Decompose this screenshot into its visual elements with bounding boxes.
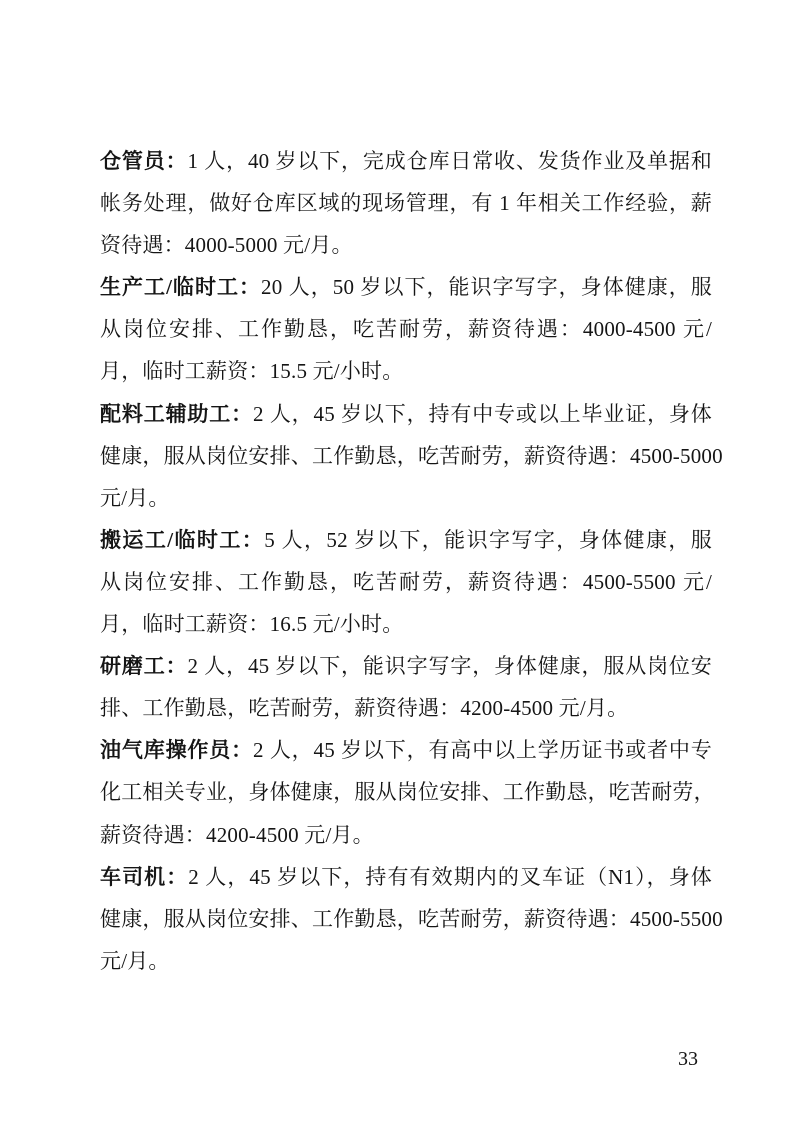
paragraph-line	[100, 856, 712, 898]
paragraph-line: 排、工作勤恳，吃苦耐劳，薪资待遇：4200-4500 元/月。	[100, 696, 629, 721]
paragraph-line	[100, 393, 712, 435]
paragraph-line: 化工相关专业，身体健康，服从岗位安排、工作勤恳，吃苦耐劳，	[100, 780, 715, 805]
paragraph-line	[100, 645, 712, 687]
job-title: 生产工/临时工：	[100, 275, 262, 300]
paragraph-line: 从岗位安排、工作勤恳，吃苦耐劳，薪资待遇：4500-5500 元/	[100, 569, 712, 594]
paragraph-line: 资待遇：4000-5000 元/月。	[100, 233, 353, 258]
paragraph-line: 月，临时工薪资：15.5 元/小时。	[100, 359, 404, 384]
paragraph-line	[100, 140, 712, 182]
job-title: 油气库操作员：	[100, 738, 254, 763]
paragraph-line	[100, 519, 712, 561]
paragraph-line	[100, 729, 712, 771]
paragraph-line: 健康，服从岗位安排、工作勤恳，吃苦耐劳，薪资待遇：4500-5000	[100, 443, 723, 468]
paragraph-text: 2 人，45 岁以下，持有有效期内的叉车证（N1），身体	[188, 864, 712, 889]
job-title: 仓管员：	[100, 149, 188, 173]
paragraph-line: 月，临时工薪资：16.5 元/小时。	[100, 612, 404, 637]
job-title: 搬运工/临时工：	[100, 527, 265, 552]
job-title: 配料工辅助工：	[100, 401, 254, 426]
paragraph-text: 2 人，45 岁以下，能识字写字，身体健康，服从岗位安	[187, 654, 712, 679]
page-number: 33	[678, 1048, 698, 1070]
paragraph-line: 帐务处理，做好仓库区域的现场管理，有 1 年相关工作经验，薪	[100, 191, 712, 216]
paragraph-text: 2 人，45 岁以下，持有中专或以上毕业证，身体	[253, 401, 712, 426]
paragraph-line: 薪资待遇：4200-4500 元/月。	[100, 822, 374, 847]
paragraph-line: 健康，服从岗位安排、工作勤恳，吃苦耐劳，薪资待遇：4500-5500	[100, 906, 723, 931]
paragraph-text: 1 人，40 岁以下，完成仓库日常收、发货作业及单据和	[187, 149, 712, 173]
job-title: 研磨工：	[100, 654, 188, 679]
paragraph-line: 从岗位安排、工作勤恳，吃苦耐劳，薪资待遇：4000-4500 元/	[100, 317, 712, 342]
paragraph-line	[100, 266, 712, 308]
paragraph-text: 2 人，45 岁以下，有高中以上学历证书或者中专	[253, 738, 712, 763]
paragraph-text: 5 人，52 岁以下，能识字写字，身体健康，服	[264, 527, 712, 552]
job-title: 车司机：	[100, 864, 189, 889]
paragraph-text: 20 人，50 岁以下，能识字写字，身体健康，服	[261, 275, 712, 300]
document-body	[100, 140, 723, 982]
paragraph-line: 元/月。	[100, 485, 170, 510]
paragraph-line: 元/月。	[100, 948, 170, 973]
